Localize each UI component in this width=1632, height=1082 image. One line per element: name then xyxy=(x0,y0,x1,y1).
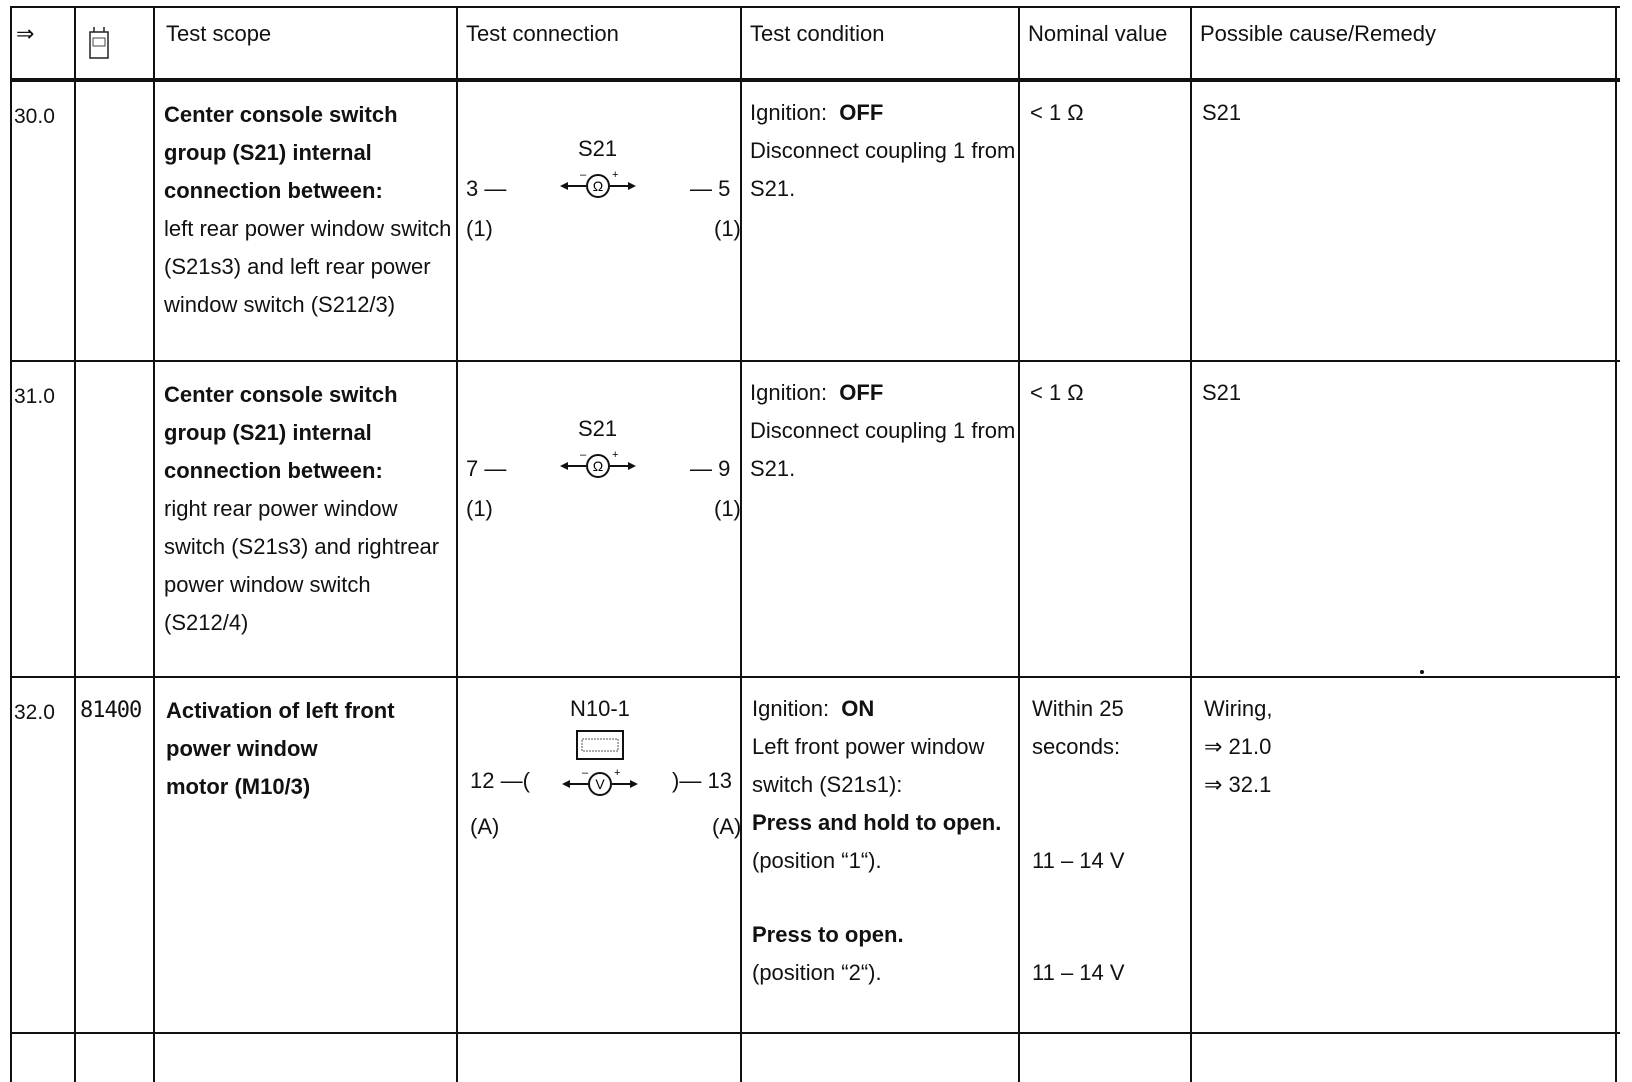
ohmmeter-icon xyxy=(558,168,638,209)
remedy-link[interactable]: ⇒ 21.0 xyxy=(1204,734,1272,759)
condition-position: (position “1“). xyxy=(752,848,882,873)
condition-line: Left front power window xyxy=(752,734,985,759)
scope-bold-line: group (S21) internal xyxy=(164,140,372,165)
scope-line: power window switch xyxy=(164,572,371,597)
header-test-condition: Test condition xyxy=(750,21,885,46)
remedy xyxy=(1204,690,1272,804)
scope-bold-line: Center console switch xyxy=(164,382,398,407)
ignition-line: Ignition: OFF xyxy=(750,100,884,125)
voltmeter-icon xyxy=(560,766,640,807)
condition-line: switch (S21s1): xyxy=(752,772,903,797)
step-number: 31.0 xyxy=(14,385,55,408)
scope-bold-line: power window xyxy=(166,736,318,761)
diagnostic-test-table xyxy=(10,6,1620,1082)
device-label: N10-1 xyxy=(570,696,630,721)
ohmmeter-icon xyxy=(558,448,638,489)
column-divider xyxy=(74,6,76,1082)
right-pin-sub: (A) xyxy=(712,814,742,839)
svg-text:–: – xyxy=(582,767,589,779)
svg-text:–: – xyxy=(580,449,587,461)
svg-text:+: + xyxy=(612,169,619,181)
table-border-left xyxy=(10,6,12,1082)
column-divider xyxy=(740,6,742,1082)
condition-action: Press to open. xyxy=(752,922,904,947)
svg-text:–: – xyxy=(580,169,587,181)
column-divider xyxy=(456,6,458,1082)
right-pin: — 5 xyxy=(690,176,731,201)
condition-position: (position “2“). xyxy=(752,960,882,985)
header-remedy: Possible cause/Remedy xyxy=(1200,21,1437,46)
tester-icon xyxy=(86,24,114,76)
table-border-bottom xyxy=(10,1032,1620,1034)
scope-line: (S212/4) xyxy=(164,610,249,635)
scope-bold-line: Activation of left front xyxy=(166,698,395,723)
column-divider xyxy=(1018,6,1020,1082)
remedy-link[interactable]: ⇒ 32.1 xyxy=(1204,772,1272,797)
header-test-scope: Test scope xyxy=(166,21,272,46)
meter-symbol: V xyxy=(595,776,605,792)
left-pin: 3 — xyxy=(466,176,507,201)
condition-line: Disconnect coupling 1 from xyxy=(750,418,1016,443)
condition-action: Press and hold to open. xyxy=(752,810,1002,835)
meter-symbol: Ω xyxy=(592,458,604,474)
scope-line: (S21s3) and left rear power xyxy=(164,254,431,279)
header-arrow: ⇒ xyxy=(16,21,35,46)
left-pin: 7 — xyxy=(466,456,507,481)
scope-line: switch (S21s3) and rightrear xyxy=(164,534,440,559)
scope-line: window switch (S212/3) xyxy=(164,292,396,317)
scope-bold-line: connection between: xyxy=(164,458,383,483)
fault-code: 81400 xyxy=(80,698,142,723)
nominal-line: Within 25 xyxy=(1032,696,1124,721)
step-number: 32.0 xyxy=(14,701,55,724)
header-divider xyxy=(10,78,1620,82)
test-condition xyxy=(752,690,1001,992)
scope-bold-line: connection between: xyxy=(164,178,383,203)
scan-speck xyxy=(1420,670,1424,674)
step-number: 30.0 xyxy=(14,105,55,128)
scope-line: left rear power window switch xyxy=(164,216,452,241)
row-divider xyxy=(10,676,1620,678)
scope-bold-line: motor (M10/3) xyxy=(166,774,311,799)
test-condition xyxy=(750,374,1015,488)
left-pin-sub: (1) xyxy=(466,216,493,241)
left-pin: 12 —( xyxy=(470,768,530,793)
test-scope xyxy=(164,96,451,324)
condition-line: S21. xyxy=(750,176,796,201)
nominal-voltage: 11 – 14 V xyxy=(1032,960,1125,985)
svg-text:+: + xyxy=(614,767,621,779)
ignition-line: Ignition: ON xyxy=(752,696,875,721)
test-scope xyxy=(164,376,439,642)
nominal-line: seconds: xyxy=(1032,734,1121,759)
nominal-value xyxy=(1032,690,1125,992)
right-pin-sub: (1) xyxy=(714,496,741,521)
header-nominal-value: Nominal value xyxy=(1028,21,1168,46)
column-divider xyxy=(1190,6,1192,1082)
remedy-line: Wiring, xyxy=(1204,696,1273,721)
ignition-line: Ignition: OFF xyxy=(750,380,884,405)
row-divider xyxy=(10,360,1620,362)
scope-bold-line: group (S21) internal xyxy=(164,420,372,445)
remedy: S21 xyxy=(1202,380,1242,405)
table-border-top xyxy=(10,6,1620,8)
meter-symbol: Ω xyxy=(592,178,604,194)
nominal-value: < 1 Ω xyxy=(1030,100,1084,125)
remedy: S21 xyxy=(1202,100,1242,125)
right-pin: )— 13 xyxy=(672,768,732,793)
left-pin-sub: (1) xyxy=(466,496,493,521)
table-border-right xyxy=(1615,6,1617,1082)
condition-line: Disconnect coupling 1 from xyxy=(750,138,1016,163)
right-pin-sub: (1) xyxy=(714,216,741,241)
svg-text:+: + xyxy=(612,449,619,461)
left-pin-sub: (A) xyxy=(470,814,500,839)
column-divider xyxy=(153,6,155,1082)
device-label: S21 xyxy=(578,136,618,161)
nominal-value: < 1 Ω xyxy=(1030,380,1084,405)
nominal-voltage: 11 – 14 V xyxy=(1032,848,1125,873)
test-scope xyxy=(166,692,395,806)
header-test-connection: Test connection xyxy=(466,21,619,46)
test-condition xyxy=(750,94,1015,208)
scope-bold-line: Center console switch xyxy=(164,102,398,127)
scope-line: right rear power window xyxy=(164,496,398,521)
device-label: S21 xyxy=(578,416,618,441)
breakout-box-icon xyxy=(576,730,624,765)
condition-line: S21. xyxy=(750,456,796,481)
right-pin: — 9 xyxy=(690,456,731,481)
